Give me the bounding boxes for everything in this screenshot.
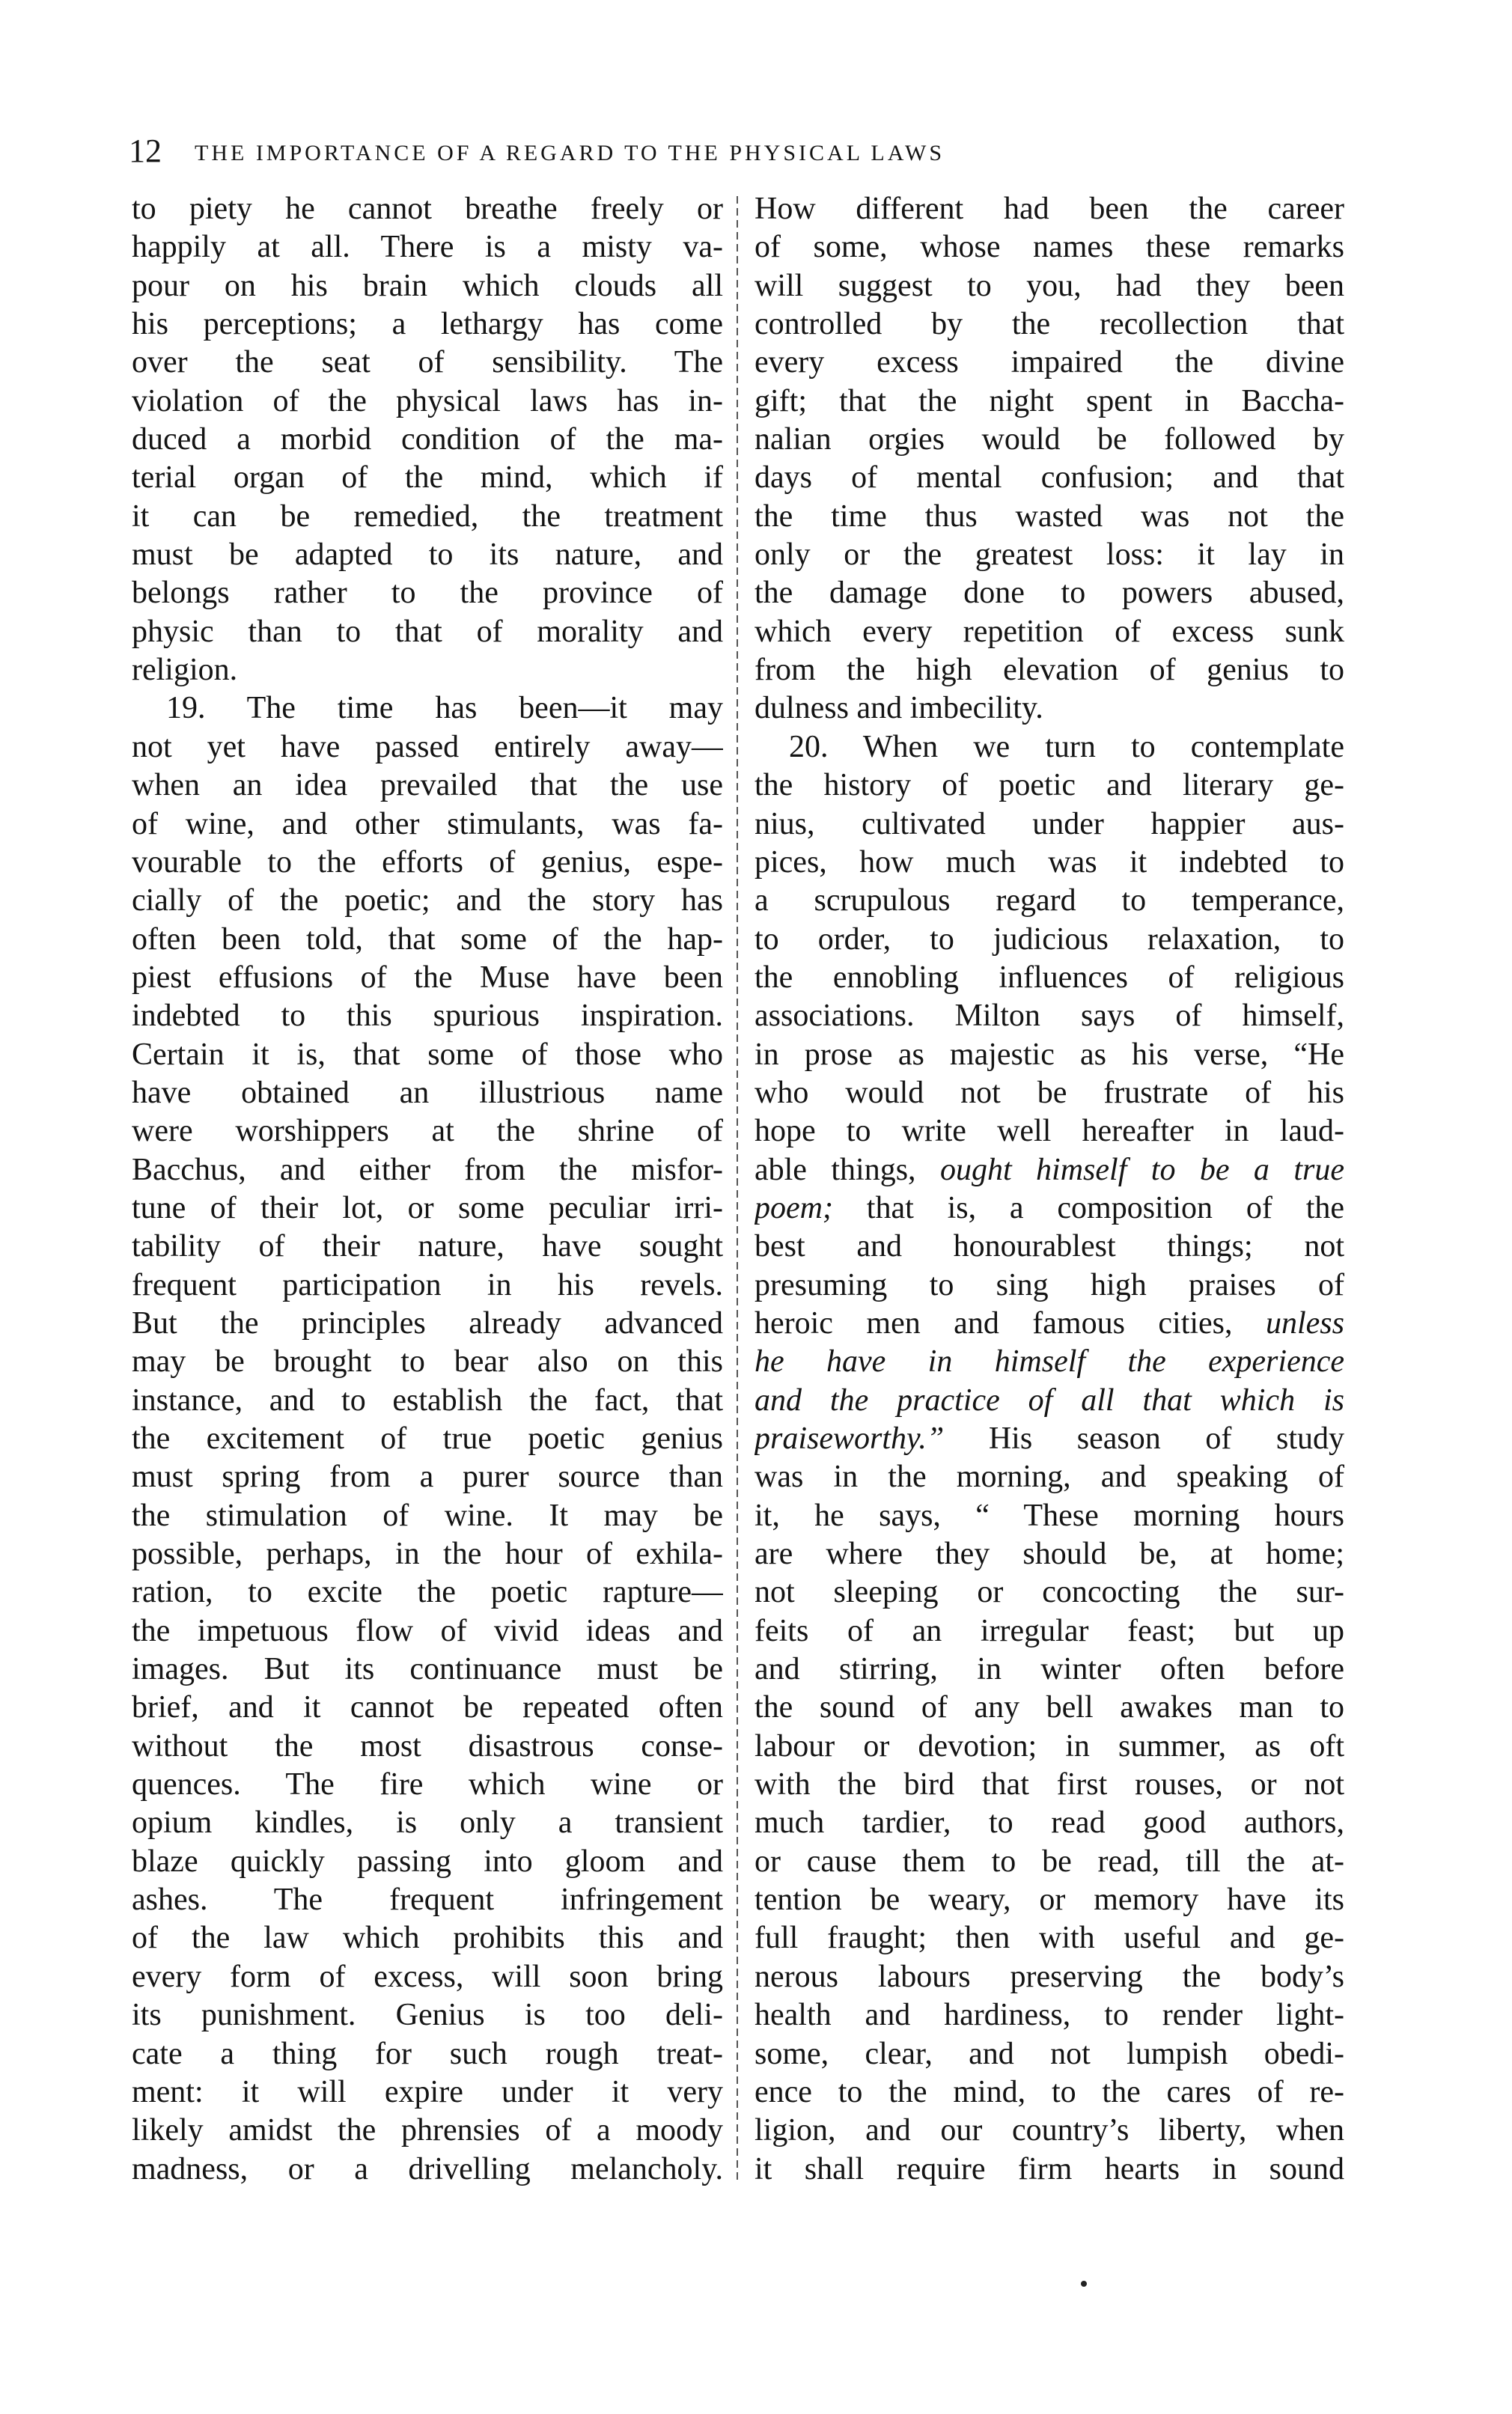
text-line: ment: it will expire under it very xyxy=(132,2074,723,2109)
text-line: belongs rather to the province of xyxy=(132,576,723,611)
text-line: Certain it is, that some of those who xyxy=(132,1037,723,1072)
text-line: opium kindles, is only a transient xyxy=(132,1805,723,1841)
text-line: hope to write well hereafter in laud- xyxy=(755,1114,1344,1149)
text-line: tune of their lot, or some peculiar irri- xyxy=(132,1190,723,1225)
text-line: the stimulation of wine. It may be xyxy=(132,1498,723,1533)
text-line: presuming to sing high praises of xyxy=(755,1267,1344,1302)
text-line: to piety he cannot breathe freely or xyxy=(132,192,723,226)
text-line: which every repetition of excess sunk xyxy=(755,614,1344,649)
line-segment: that is, a composition of the xyxy=(832,1190,1344,1225)
text-line: nalian orgies would be followed by xyxy=(755,422,1344,457)
text-line xyxy=(755,1420,1344,1458)
text-line: only or the greatest loss: it lay in xyxy=(755,537,1344,573)
text-line: often been told, that some of the hap- xyxy=(132,921,723,957)
line-segment: heroic men and famous cities, xyxy=(755,1305,1233,1341)
text-line: was in the morning, and speaking of xyxy=(755,1460,1344,1495)
column-divider xyxy=(737,196,738,2183)
text-line: the sound of any bell awakes man to xyxy=(755,1690,1344,1725)
text-line: pices, how much was it indebted to xyxy=(755,844,1344,880)
text-line: of wine, and other stimulants, was fa- xyxy=(132,806,723,841)
text-line: indebted to this spurious inspiration. xyxy=(132,999,723,1034)
italic-quote: unless xyxy=(1232,1305,1344,1341)
text-line: were worshippers at the shrine of xyxy=(132,1114,723,1149)
text-line: possible, perhaps, in the hour of exhila- xyxy=(132,1537,723,1572)
text-line: nius, cultivated under happier aus- xyxy=(755,806,1344,841)
text-line: ligion, and our country’s liberty, when xyxy=(755,2113,1344,2148)
text-line: duced a morbid condition of the ma- xyxy=(132,422,723,457)
text-line: without the most disastrous conse- xyxy=(132,1728,723,1764)
text-line xyxy=(755,1343,1344,1381)
text-line: madness, or a drivelling melancholy. xyxy=(132,2151,723,2186)
text-line: likely amidst the phrensies of a moody xyxy=(132,2113,723,2148)
text-line: quences. The fire which wine or xyxy=(132,1767,723,1802)
text-line: not yet have passed entirely away— xyxy=(132,729,723,764)
text-line xyxy=(755,1305,1344,1343)
text-line: its punishment. Genius is too deli- xyxy=(132,1998,723,2033)
text-line: tability of their nature, have sought xyxy=(132,1229,723,1264)
text-line: gift; that the night spent in Baccha- xyxy=(755,383,1344,418)
text-line: ration, to excite the poetic rapture— xyxy=(132,1575,723,1610)
paragraph-20-start: 20. When we turn to contemplate xyxy=(789,729,1344,764)
text-line: the time thus wasted was not the xyxy=(755,499,1344,534)
text-line: happily at all. There is a misty va- xyxy=(132,230,723,265)
text-line: terial organ of the mind, which if xyxy=(132,460,723,496)
text-line xyxy=(755,1151,1344,1189)
text-line xyxy=(755,1189,1344,1228)
left-column xyxy=(132,190,723,2189)
text-line: ence to the mind, to the cares of re- xyxy=(755,2074,1344,2109)
text-line: days of mental confusion; and that xyxy=(755,460,1344,496)
text-line: health and hardiness, to render light- xyxy=(755,1998,1344,2033)
text-line: best and honourablest things; not xyxy=(755,1229,1344,1264)
text-line: it can be remedied, the treatment xyxy=(132,499,723,534)
italic-quote: ought himself to be a true xyxy=(915,1152,1344,1187)
text-line: a scrupulous regard to temperance, xyxy=(755,883,1344,918)
text-line: Bacchus, and either from the misfor- xyxy=(132,1152,723,1187)
text-line: may be brought to bear also on this xyxy=(132,1344,723,1380)
text-line: his perceptions; a lethargy has come xyxy=(132,307,723,342)
text-line: to order, to judicious relaxation, to xyxy=(755,921,1344,957)
text-line: it, he says, “ These morning hours xyxy=(755,1498,1344,1533)
text-line: dulness and imbecility. xyxy=(755,691,1043,726)
text-line: labour or devotion; in summer, as oft xyxy=(755,1728,1344,1764)
paragraph-19-start: 19. The time has been—it may xyxy=(166,691,723,726)
italic-quote: he have in himself the experience xyxy=(755,1344,1344,1380)
text-line: the history of poetic and literary ge- xyxy=(755,768,1344,803)
text-line: or cause them to be read, till the at- xyxy=(755,1844,1344,1879)
italic-quote: praiseworthy.” xyxy=(755,1421,945,1456)
text-line: nerous labours preserving the body’s xyxy=(755,1959,1344,1994)
text-line: full fraught; then with useful and ge- xyxy=(755,1921,1344,1956)
text-line xyxy=(755,1382,1344,1420)
text-line: violation of the physical laws has in- xyxy=(132,383,723,418)
text-line: associations. Milton says of himself, xyxy=(755,999,1344,1034)
text-line: feits of an irregular feast; but up xyxy=(755,1613,1344,1648)
text-line: it shall require firm hearts in sound xyxy=(755,2151,1344,2186)
text-line: the impetuous flow of vivid ideas and xyxy=(132,1613,723,1648)
text-line: frequent participation in his revels. xyxy=(132,1267,723,1302)
text-line: ashes. The frequent infringement xyxy=(132,1883,723,1918)
italic-quote: and the practice of all that which is xyxy=(755,1383,1344,1418)
page-number: 12 xyxy=(129,132,162,169)
text-line: cate a thing for such rough treat- xyxy=(132,2036,723,2071)
text-line: instance, and to establish the fact, that xyxy=(132,1383,723,1418)
running-header xyxy=(129,132,1364,177)
text-line: the ennobling influences of religious xyxy=(755,960,1344,995)
text-line: in prose as majestic as his verse, “He xyxy=(755,1037,1344,1072)
text-line: must be adapted to its nature, and xyxy=(132,537,723,573)
text-line: piest effusions of the Muse have been xyxy=(132,960,723,995)
text-line: every form of excess, will soon bring xyxy=(132,1959,723,1994)
text-line: But the principles already advanced xyxy=(132,1305,723,1341)
text-line: tention be weary, or memory have its xyxy=(755,1883,1344,1918)
text-line: who would not be frustrate of his xyxy=(755,1075,1344,1110)
text-line: with the bird that first rouses, or not xyxy=(755,1767,1344,1802)
text-line: blaze quickly passing into gloom and xyxy=(132,1844,723,1879)
text-line: controlled by the recollection that xyxy=(755,307,1344,342)
text-line: not sleeping or concocting the sur- xyxy=(755,1575,1344,1610)
text-line: over the seat of sensibility. The xyxy=(132,345,723,380)
text-line: must spring from a purer source than xyxy=(132,1460,723,1495)
text-line: the excitement of true poetic genius xyxy=(132,1421,723,1456)
text-line: vourable to the efforts of genius, espe- xyxy=(132,844,723,880)
text-line: some, clear, and not lumpish obedi- xyxy=(755,2036,1344,2071)
line-segment: His season of study xyxy=(944,1421,1344,1456)
italic-quote: poem; xyxy=(755,1190,833,1225)
running-title: THE IMPORTANCE OF A REGARD TO THE PHYSICAL LAWS xyxy=(195,141,945,165)
text-line: much tardier, to read good authors, xyxy=(755,1805,1344,1841)
text-line: are where they should be, at home; xyxy=(755,1537,1344,1572)
text-line: the damage done to powers abused, xyxy=(755,576,1344,611)
line-segment: able things, xyxy=(755,1152,916,1187)
text-line: when an idea prevailed that the use xyxy=(132,768,723,803)
text-line: How different had been the career xyxy=(755,192,1344,226)
text-line: religion. xyxy=(132,653,238,688)
text-line: physic than to that of morality and xyxy=(132,614,723,649)
text-line: have obtained an illustrious name xyxy=(132,1075,723,1110)
text-line: from the high elevation of genius to xyxy=(755,653,1344,688)
text-line: and stirring, in winter often before xyxy=(755,1652,1344,1687)
ink-dot xyxy=(1081,2281,1087,2287)
right-column xyxy=(755,190,1344,2189)
text-line: will suggest to you, had they been xyxy=(755,268,1344,303)
text-line: of the law which prohibits this and xyxy=(132,1921,723,1956)
text-line: of some, whose names these remarks xyxy=(755,230,1344,265)
text-line: images. But its continuance must be xyxy=(132,1652,723,1687)
text-line: pour on his brain which clouds all xyxy=(132,268,723,303)
text-line: cially of the poetic; and the story has xyxy=(132,883,723,918)
text-line: brief, and it cannot be repeated often xyxy=(132,1690,723,1725)
text-line: every excess impaired the divine xyxy=(755,345,1344,380)
